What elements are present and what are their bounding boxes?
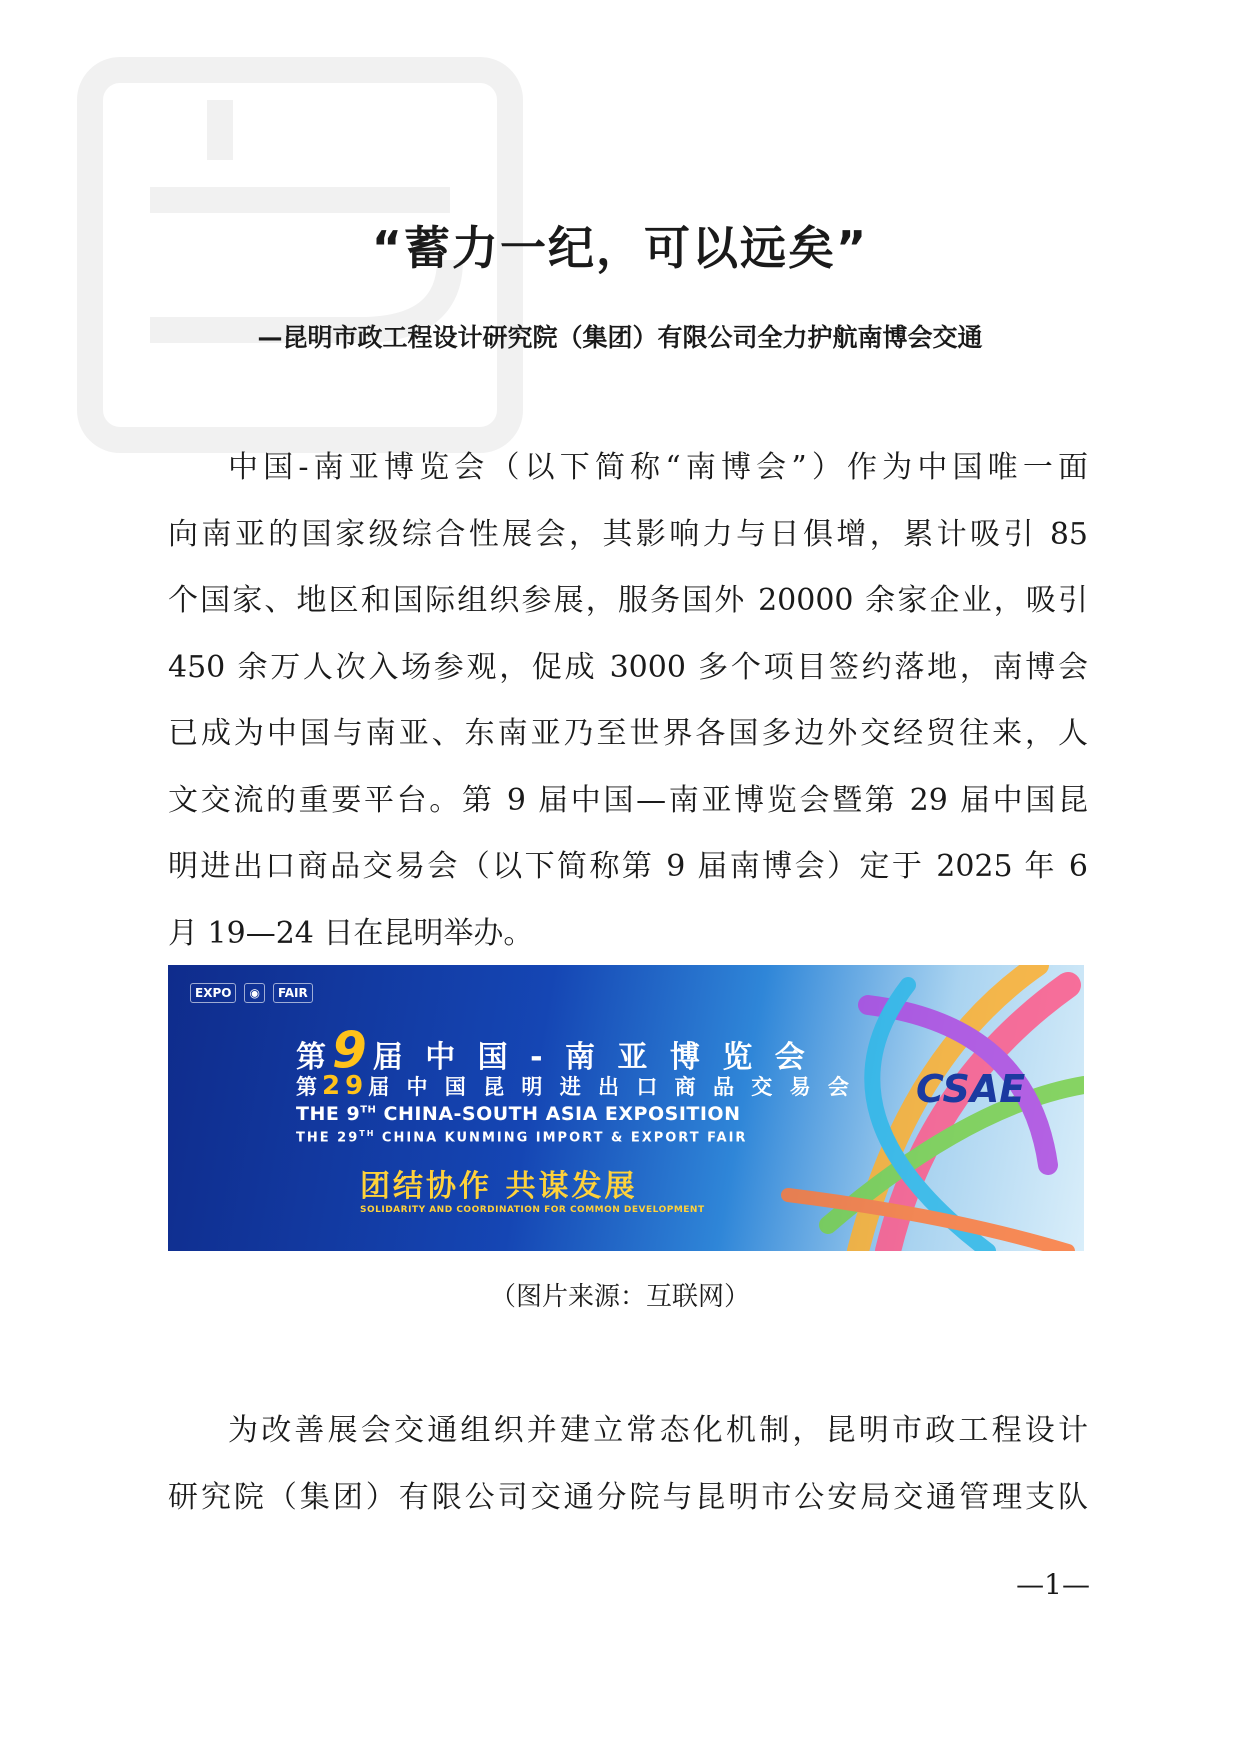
paragraph-line: 月 19—24 日在昆明举办。 — [168, 915, 534, 951]
document-title: “蓄力一纪，可以远矣” — [371, 221, 869, 275]
banner-text: 届 中 国 昆 明 进 出 口 商 品 交 易 会 — [368, 1075, 854, 1099]
paragraph-line: 向南亚的国家级综合性展会，其影响力与日俱增，累计吸引 85 — [168, 516, 1088, 552]
banner-text: 第 — [296, 1040, 332, 1075]
paragraph-line: 450 余万人次入场参观，促成 3000 多个项目签约落地，南博会 — [168, 649, 1088, 685]
banner-slogan: 团结协作 共谋发展 — [360, 1169, 638, 1204]
paragraph-line: 个国家、地区和国际组织参展，服务国外 20000 余家企业，吸引 — [168, 583, 1088, 618]
expo-logo: EXPO — [190, 983, 236, 1003]
banner-sup: TH — [359, 1129, 376, 1138]
banner-sup: TH — [360, 1104, 377, 1116]
banner-logos — [190, 983, 313, 1003]
banner-text: 第 — [296, 1075, 322, 1099]
globe-icon: ◉ — [244, 983, 264, 1003]
document-subtitle: —昆明市政工程设计研究院（集团）有限公司全力护航南博会交通 — [257, 323, 983, 352]
paragraph-line: 已成为中国与南亚、东南亚乃至世界各国多边外交经贸往来，人 — [168, 716, 1088, 751]
banner-text: THE 29 — [296, 1130, 360, 1146]
banner-text: CHINA-SOUTH ASIA EXPOSITION — [376, 1103, 741, 1125]
banner-number: 9 — [332, 1021, 373, 1079]
csae-logo: CSAE — [916, 1067, 1026, 1111]
banner-subtitle-cn — [296, 1071, 854, 1101]
fair-logo: FAIR — [273, 983, 313, 1003]
banner-text: 届 中 国 - 南 亚 博 览 会 — [372, 1040, 811, 1075]
banner-number: 29 — [322, 1071, 369, 1101]
paragraph-line: 为改善展会交通组织并建立常态化机制，昆明市政工程设计 — [228, 1413, 1088, 1448]
paragraph-intro — [168, 435, 1088, 967]
page-number: —1— — [1016, 1568, 1090, 1601]
paragraph-line: 中国-南亚博览会（以下简称“南博会”）作为中国唯一面 — [228, 450, 1088, 485]
banner-text: CHINA KUNMING IMPORT & EXPORT FAIR — [375, 1130, 748, 1146]
image-caption: （图片来源：互联网） — [489, 1282, 750, 1312]
paragraph-traffic — [168, 1398, 1088, 1531]
paragraph-line: 明进出口商品交易会（以下简称第 9 届南博会）定于 2025 年 6 — [168, 849, 1088, 884]
expo-banner-image — [168, 965, 1084, 1251]
banner-text: THE 9 — [296, 1103, 361, 1125]
banner-subtitle-en — [296, 1129, 747, 1145]
paragraph-line: 文交流的重要平台。第 9 届中国—南亚博览会暨第 29 届中国昆 — [168, 782, 1088, 818]
paragraph-line: 研究院（集团）有限公司交通分院与昆明市公安局交通管理支队 — [168, 1479, 1088, 1515]
banner-slogan-en: SOLIDARITY AND COORDINATION FOR COMMON DEVELOPMENT — [360, 1205, 705, 1215]
banner-title-en — [296, 1103, 740, 1125]
